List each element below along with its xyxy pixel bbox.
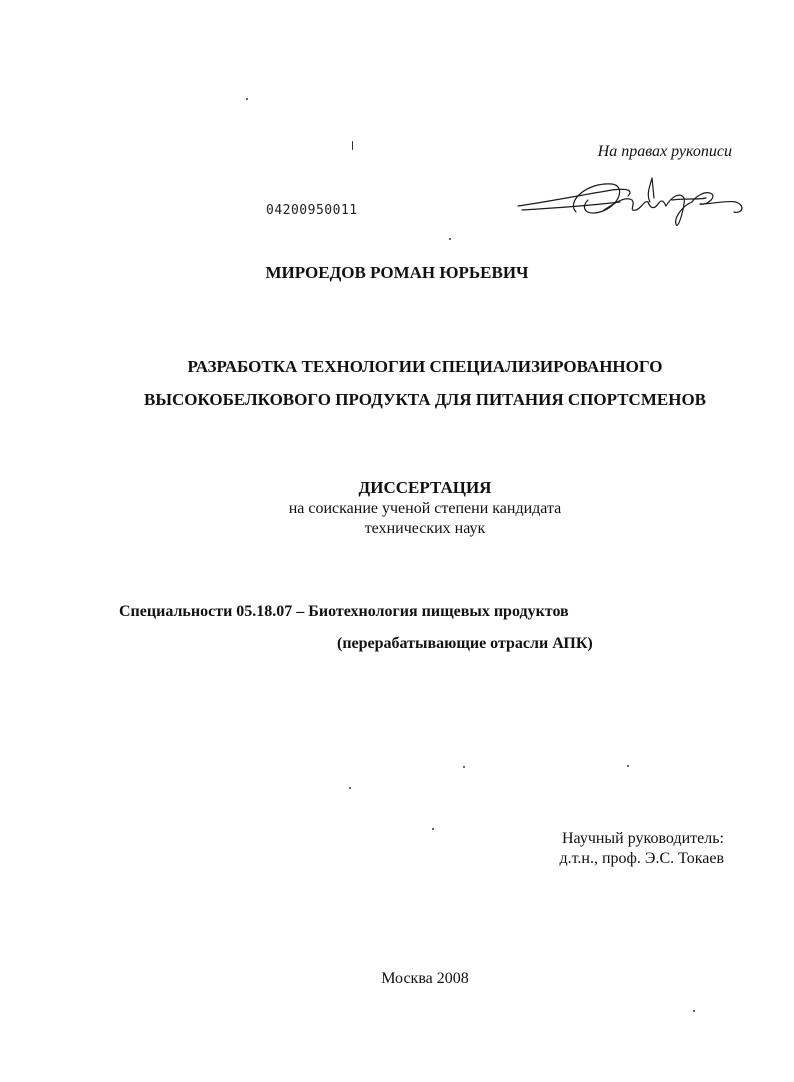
scan-speck: [627, 765, 629, 767]
scan-speck: [432, 828, 434, 830]
scan-speck: [463, 766, 465, 768]
scan-speck: [349, 787, 351, 789]
scan-speck: [246, 98, 248, 100]
city-year: Москва 2008: [381, 970, 469, 987]
degree-line: на соискание ученой степени кандидата: [288, 500, 562, 517]
manuscript-note: На правах рукописи: [597, 143, 732, 160]
degree-block: [0, 477, 794, 539]
thesis-title: [0, 350, 794, 416]
signature: [516, 172, 752, 234]
scan-speck: [352, 141, 353, 150]
catalog-number: 04200950011: [266, 203, 358, 218]
specialty-line: (перерабатывающие отрасли АПК): [337, 635, 593, 652]
supervisor-label: Научный руководитель:: [561, 830, 724, 847]
supervisor-name: д.т.н., проф. Э.С. Токаев: [559, 850, 724, 867]
author-name: МИРОЕДОВ РОМАН ЮРЬЕВИЧ: [265, 263, 529, 282]
scan-speck: [693, 1010, 695, 1012]
degree-line: технических наук: [364, 520, 486, 537]
specialty-line: Специальности 05.18.07 – Биотехнология пищевых продуктов: [119, 603, 569, 620]
scan-speck: [449, 238, 451, 240]
document-type: ДИССЕРТАЦИЯ: [358, 478, 492, 497]
thesis-title-line: РАЗРАБОТКА ТЕХНОЛОГИИ СПЕЦИАЛИЗИРОВАННОГО: [187, 357, 663, 376]
thesis-title-line: ВЫСОКОБЕЛКОВОГО ПРОДУКТА ДЛЯ ПИТАНИЯ СПОРТСМЕНОВ: [143, 390, 707, 409]
supervisor-block: [559, 829, 724, 869]
